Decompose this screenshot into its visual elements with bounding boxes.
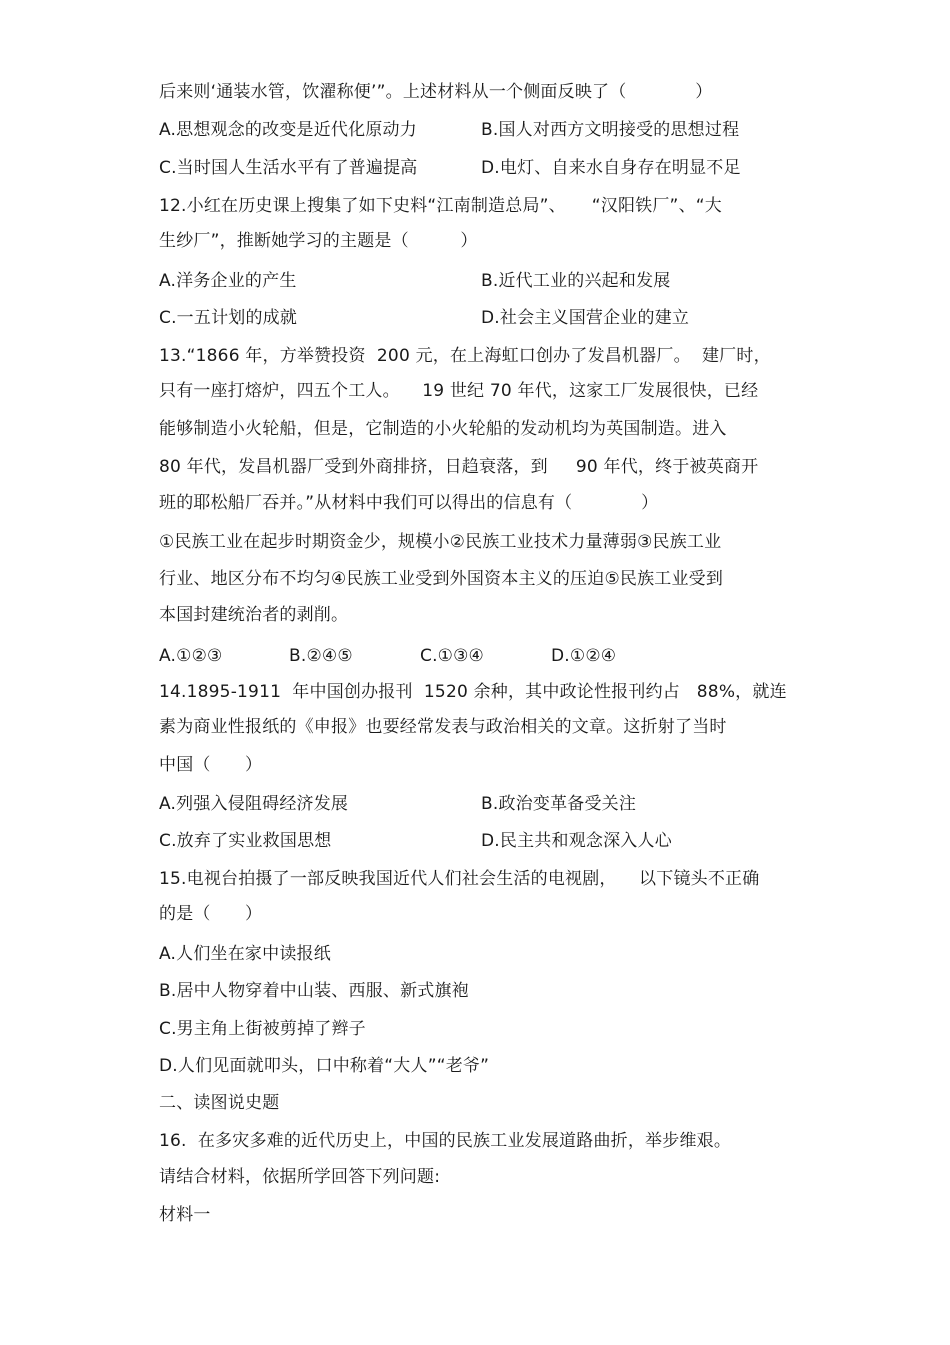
q13-stem-line-4: 80 年代，发昌机器厂受到外商排挤，日趋衰落，到 90 年代，终于被英商开 [159, 457, 759, 477]
q13-option-d: D.①②④ [551, 646, 617, 666]
q11-option-d: D.电灯、自来水自身存在明显不足 [481, 158, 741, 178]
q16-material-1-label: 材料一 [159, 1205, 211, 1225]
q15-option-c: C.男主角上街被剪掉了辫子 [159, 1019, 366, 1039]
section-2-title: 二、读图说史题 [159, 1093, 280, 1113]
q15-stem-line-2: 的是（ ） [159, 904, 263, 924]
q16-stem-line-1: 16. 在多灾多难的近代历史上，中国的民族工业发展道路曲折，举步维艰。 [159, 1131, 732, 1151]
q13-option-c: C.①③④ [420, 646, 484, 666]
q14-option-d: D.民主共和观念深入人心 [481, 831, 672, 851]
q12-stem-line-2: 生纱厂”，推断她学习的主题是（ ） [159, 231, 478, 251]
q12-option-c: C.一五计划的成就 [159, 308, 298, 328]
q15-stem-line-1: 15.电视台拍摄了一部反映我国近代人们社会生活的电视剧， 以下镜头不正确 [159, 869, 760, 889]
q13-stem-line-5: 班的耶松船厂吞并。”从材料中我们可以得出的信息有（ ） [159, 493, 659, 513]
q11-option-a: A.思想观念的改变是近代化原动力 [159, 120, 417, 140]
q13-option-b: B.②④⑤ [289, 646, 353, 666]
q14-option-a: A.列强入侵阻碍经济发展 [159, 794, 349, 814]
q14-stem-line-1: 14.1895-1911 年中国创办报刊 1520 余种，其中政论性报刊约占 88%，就连 [159, 682, 787, 702]
q14-stem-line-3: 中国（ ） [159, 755, 263, 775]
q15-option-a: A.人们坐在家中读报纸 [159, 944, 331, 964]
q14-option-c: C.放弃了实业救国思想 [159, 831, 332, 851]
q12-option-a: A.洋务企业的产生 [159, 271, 297, 291]
q16-stem-line-2: 请结合材料，依据所学回答下列问题: [159, 1167, 441, 1187]
q11-stem-tail: 后来则‘通装水管，饮濯称便’”。上述材料从一个侧面反映了（ ） [159, 82, 713, 102]
q13-option-a: A.①②③ [159, 646, 223, 666]
q13-item-line-1: ①民族工业在起步时期资金少，规模小②民族工业技术力量薄弱③民族工业 [159, 532, 722, 552]
q13-item-line-3: 本国封建统治者的剥削。 [159, 605, 349, 625]
q13-stem-line-1: 13.“1866 年，方举赞投资 200 元，在上海虹口创办了发昌机器厂。 建厂时， [159, 346, 771, 366]
q13-stem-line-3: 能够制造小火轮船，但是，它制造的小火轮船的发动机均为英国制造。进入 [159, 419, 727, 439]
q12-stem-line-1: 12.小红在历史课上搜集了如下史料“江南制造总局”、 “汉阳铁厂”、“大 [159, 196, 722, 216]
q12-option-d: D.社会主义国营企业的建立 [481, 308, 690, 328]
q15-option-b: B.居中人物穿着中山装、西服、新式旗袍 [159, 981, 469, 1001]
q12-option-b: B.近代工业的兴起和发展 [481, 271, 671, 291]
q11-option-c: C.当时国人生活水平有了普遍提高 [159, 158, 418, 178]
q14-option-b: B.政治变革备受关注 [481, 794, 637, 814]
q13-item-line-2: 行业、地区分布不均匀④民族工业受到外国资本主义的压迫⑤民族工业受到 [159, 569, 724, 589]
q11-option-b: B.国人对西方文明接受的思想过程 [481, 120, 740, 140]
q13-stem-line-2: 只有一座打熔炉，四五个工人。 19 世纪 70 年代，这家工厂发展很快，已经 [159, 381, 759, 401]
q15-option-d: D.人们见面就叩头，口中称着“大人”“老爷” [159, 1056, 490, 1076]
q14-stem-line-2: 素为商业性报纸的《申报》也要经常发表与政治相关的文章。这折射了当时 [159, 717, 727, 737]
